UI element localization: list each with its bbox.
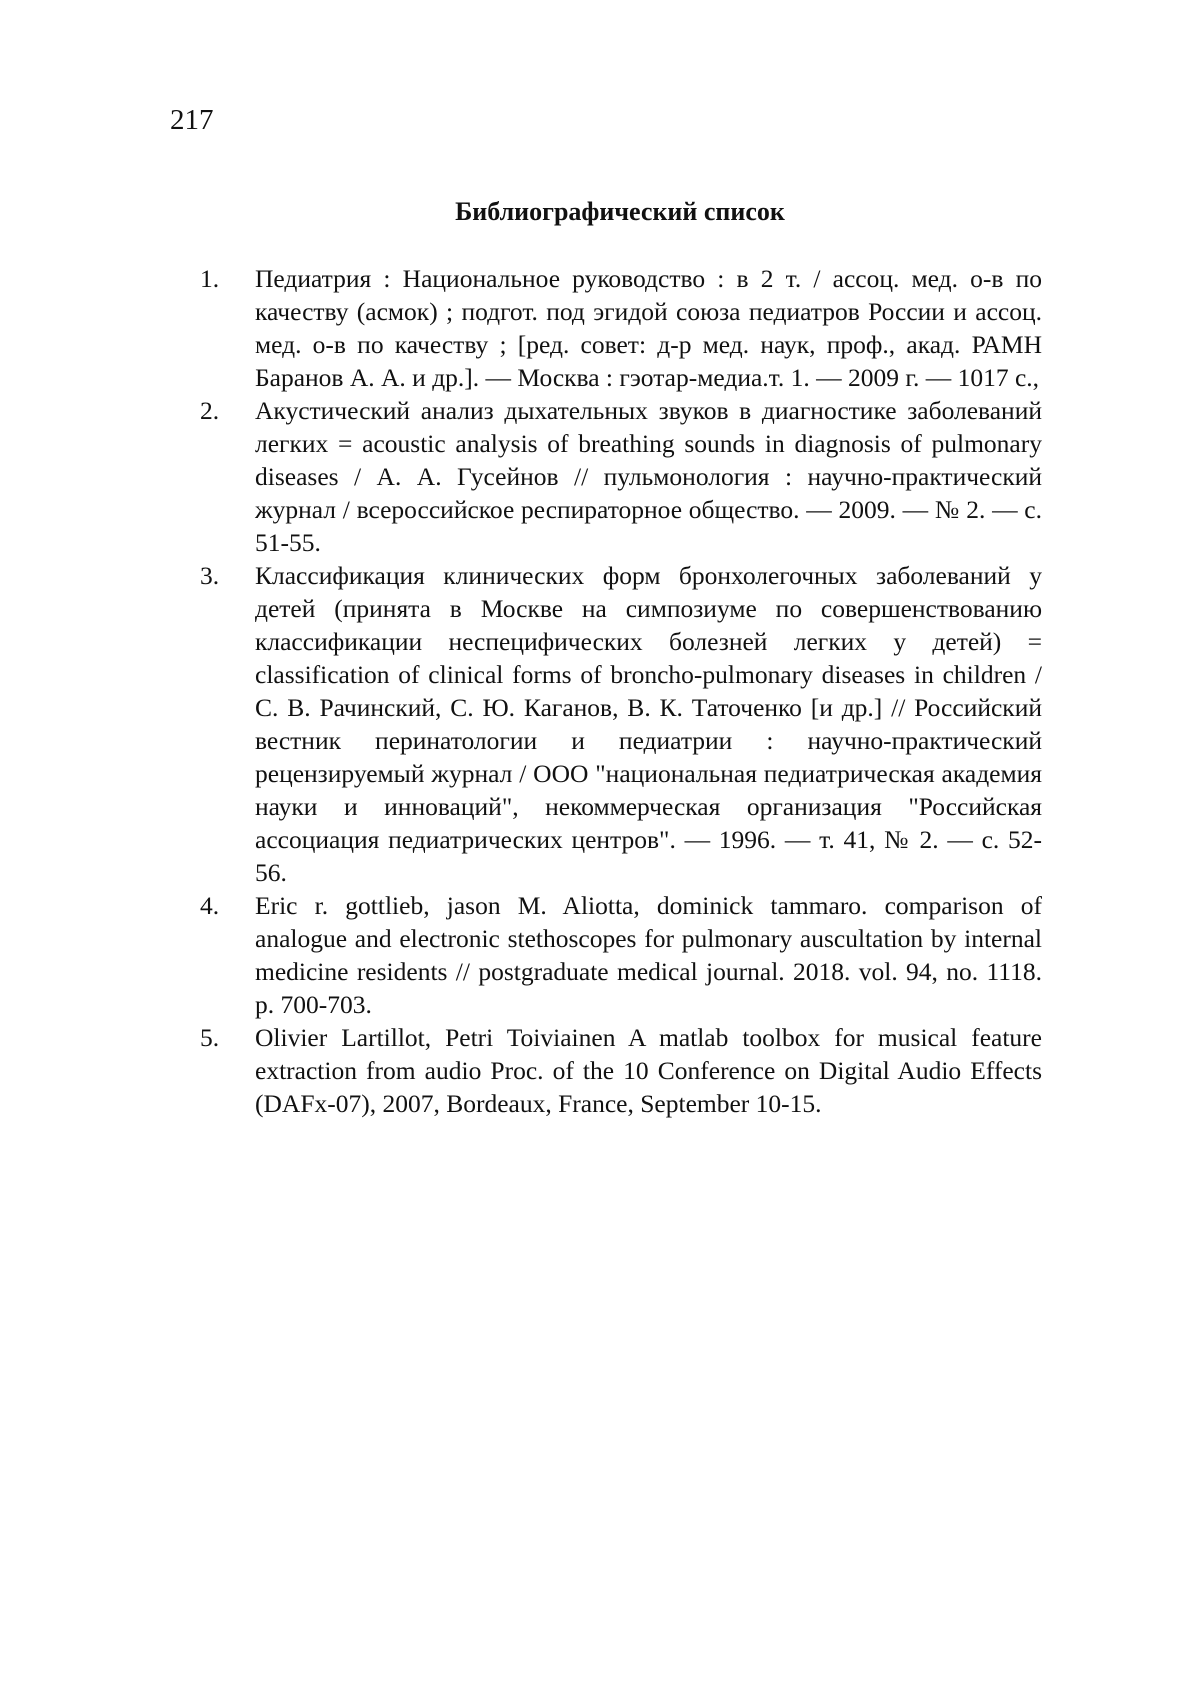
reference-list — [200, 262, 1042, 1120]
reference-number: 2. — [200, 396, 220, 425]
reference-item — [200, 889, 1042, 1021]
reference-text: Классификация клинических форм бронхолегочных заболеваний у детей (принята в Москве на симпозиуме по совершенствованию классификации неспецифических болезней легких у детей) = classification of clinical forms of broncho-pulmonary diseases in children /С. В. Рачинский, С. Ю. Каганов, В. К. Таточенко [и др.] // Российский вестник перинатологии и педиатрии : научно-практический рецензируемый журнал / ООО "национальная педиатрическая академия науки и инноваций", некоммерческая организация "Российская ассоциация педиатрических центров". — 1996. — т. 41, № 2. — с. 52-56. — [255, 561, 1042, 887]
reference-text: Eric r. gottlieb, jason M. Aliotta, dominick tammaro. comparison of analogue and electronic stethoscopes for pulmonary auscultation by internal medicine residents // postgraduate medical journal. 2018. vol. 94, no. 1118. p. 700-703. — [255, 891, 1042, 1019]
bibliography-title: Библиографический список — [455, 197, 785, 226]
reference-text: Olivier Lartillot, Petri Toiviainen A matlab toolbox for musical feature extraction from audio Proc. of the 10 Conference on Digital Audio Effects (DAFx-07), 2007, Bordeaux, France, September 10-15. — [255, 1023, 1042, 1118]
reference-item — [200, 262, 1042, 394]
reference-number: 3. — [200, 561, 220, 590]
reference-number: 4. — [200, 891, 220, 920]
reference-item — [200, 559, 1042, 889]
page-number: 217 — [170, 104, 214, 136]
reference-text: Педиатрия : Национальное руководство : в 2 т. / ассоц. мед. о-в по качеству (асмок) ; подгот. под эгидой союза педиатров России и ассоц. мед. о-в по качеству ; [ред. совет: д-р мед. наук, проф., акад. РАМН Баранов А. А. и др.]. — Москва : гэотар-медиа.т. 1. — 2009 г. — 1017 с., — [255, 264, 1042, 392]
reference-number: 1. — [200, 264, 220, 293]
reference-text: Акустический анализ дыхательных звуков в диагностике заболеваний легких = acoustic analysis of breathing sounds in diagnosis of pulmonary diseases / А. А. Гусейнов // пульмонология : научно-практический журнал / всероссийское респираторное общество. — 2009. — № 2. — с. 51-55. — [255, 396, 1042, 557]
reference-item — [200, 394, 1042, 559]
reference-item — [200, 1021, 1042, 1120]
reference-number: 5. — [200, 1023, 220, 1052]
